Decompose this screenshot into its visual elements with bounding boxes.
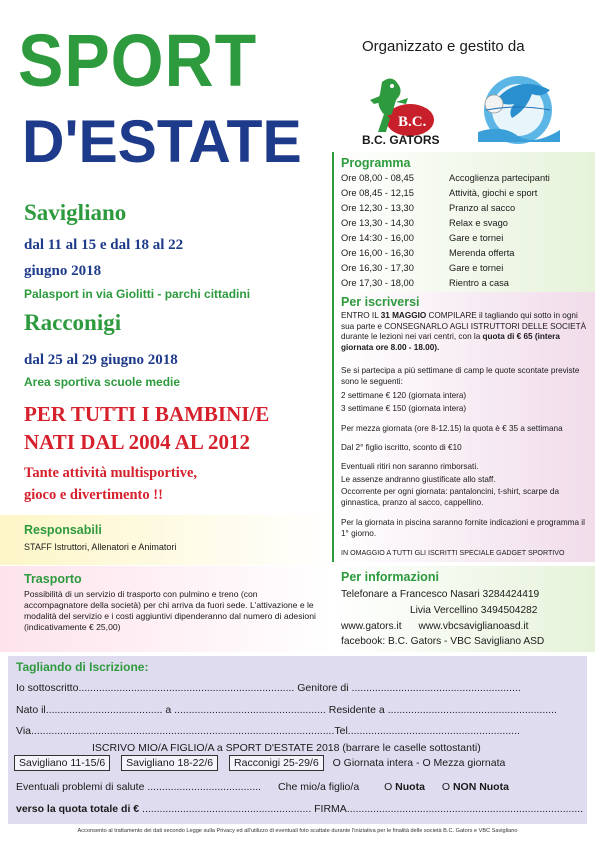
programma-desc: Accoglienza partecipanti <box>449 173 550 183</box>
iscrizione-paragraph-6: Dal 2° figlio iscritto, sconto di €10 <box>341 443 462 452</box>
iscrizione-paragraph-8: Le assenze andranno giustificate allo staff. <box>341 475 496 484</box>
option-racconigi[interactable]: Racconigi 25-29/6 <box>229 755 324 771</box>
racconigi-city: Racconigi <box>24 310 122 335</box>
coupon-heading: Tagliando di Iscrizione: <box>16 660 149 674</box>
informazioni-line-2: Livia Vercellino 3494504282 <box>410 605 538 616</box>
vbc-savigliano-logo <box>472 70 567 148</box>
programma-time: Ore 14:30 - 16,00 <box>341 233 414 243</box>
iscrizione-paragraph-7: Eventuali ritiri non saranno rimborsati. <box>341 462 479 471</box>
coupon-row-address <box>16 725 520 737</box>
programma-desc: Rientro a casa <box>449 278 509 288</box>
organizer-label: Organizzato e gestito da <box>362 38 525 55</box>
coupon-label-sottoscritto[interactable]: Io sottoscritto.......................................................................... Genitore di <box>16 682 349 694</box>
programma-time: Ore 12,30 - 13,30 <box>341 203 414 213</box>
programma-row <box>341 278 586 290</box>
genitore-di-field[interactable]: .......................................................... <box>351 682 521 694</box>
savigliano-city: Savigliano <box>24 200 127 225</box>
svg-text:B.C. GATORS: B.C. GATORS <box>362 133 440 147</box>
residente-field[interactable]: .......................................................... <box>387 704 557 716</box>
quota-label: verso la quota totale di € <box>16 803 143 815</box>
coupon-row-name <box>16 682 521 694</box>
programma-desc: Relax e svago <box>449 218 508 228</box>
informazioni-facebook: facebook: B.C. Gators - VBC Savigliano ASD <box>341 636 545 647</box>
savigliano-dates-2: giugno 2018 <box>24 263 102 279</box>
target-line-2: NATI DAL 2004 AL 2012 <box>24 430 250 454</box>
coupon-row-health <box>16 781 509 793</box>
programma-row <box>341 203 586 215</box>
iscrizione-paragraph-1 <box>341 311 589 353</box>
informazioni-line-1: Telefonare a Francesco Nasari 3284424419 <box>341 589 540 600</box>
programma-time: Ore 16,30 - 17,30 <box>341 263 414 273</box>
programma-desc: Gare e tornei <box>449 233 504 243</box>
iscrizione-heading: Per iscriversi <box>341 295 420 309</box>
iscrizione-paragraph-5: Per mezza giornata (ore 8-12.15) la quota è € 35 a settimana <box>341 424 563 433</box>
privacy-footnote: Acconsento al trattamento dei dati secondo Legge sulla Privacy ed all'utilizzo di eventuali foto scattate durante l'iniziativa per le finalità delle società B.C. Gators e VBC Savigliano <box>77 828 518 834</box>
title-sport: SPORT <box>18 19 258 102</box>
programma-desc: Merenda offerta <box>449 248 515 258</box>
racconigi-place: Area sportiva scuole medie <box>24 375 181 389</box>
iscrizione-p1-b: 31 MAGGIO <box>380 311 427 320</box>
programma-row <box>341 233 586 245</box>
non-nuota-radio[interactable]: O <box>441 781 453 793</box>
informazioni-websites: www.gators.it www.vbcsaviglianoasd.it <box>341 621 529 632</box>
option-savigliano-2[interactable]: Savigliano 18-22/6 <box>121 755 218 771</box>
trasporto-heading: Trasporto <box>24 572 82 586</box>
programma-row <box>341 188 586 200</box>
responsabili-text: STAFF Istruttori, Allenatori e Animatori <box>24 542 177 552</box>
programma-row <box>341 173 586 185</box>
coupon-options-row <box>14 757 505 769</box>
iscrizione-p1-a: ENTRO IL <box>341 311 381 320</box>
programma-desc: Attività, giochi e sport <box>449 188 538 198</box>
option-giornata[interactable]: O Giornata intera - O Mezza giornata <box>332 757 506 769</box>
programma-row <box>341 248 586 260</box>
coupon-row-birth <box>16 704 557 716</box>
savigliano-place: Palasport in via Giolitti - parchi cittadini <box>24 287 251 301</box>
programma-desc: Pranzo al sacco <box>449 203 516 213</box>
iscrizione-p1-c: COMPILARE il tagliando qui sotto in ogni sua parte e CONSEGNARLO AGLI ISTRUTTORI DELLE SOCIETÀ durante le lezioni nei vari centri, con la <box>341 311 587 342</box>
telefono-field[interactable]: .......................................................... <box>350 725 520 737</box>
nuota-label: Nuota <box>395 781 425 793</box>
svg-text:B.C.: B.C. <box>398 114 427 130</box>
iscrizione-paragraph-9: Occorrente per ogni giornata: pantaloncini, t-shirt, scarpe da ginnastica, pranzo al sacco, cappellino. <box>341 487 559 507</box>
iscrizione-paragraph-10: Per la giornata in piscina saranno fornite indicazioni e programma il 1° giorno. <box>341 518 585 538</box>
coupon-label-via[interactable]: Via........................................................................................................Tel. <box>16 725 351 737</box>
programma-time: Ore 16,00 - 16,30 <box>341 248 414 258</box>
programma-time: Ore 13,30 - 14,30 <box>341 218 414 228</box>
iscrizione-gadget-note: IN OMAGGIO A TUTTI GLI ISCRITTI SPECIALE GADGET SPORTIVO <box>341 549 565 557</box>
divider-line <box>332 152 334 562</box>
salute-field[interactable]: Eventuali problemi di salute ....................................... <box>16 781 262 793</box>
programma-time: Ore 08,00 - 08,45 <box>341 173 414 183</box>
activities-line-2: gioco e divertimento !! <box>24 487 163 503</box>
responsabili-heading: Responsabili <box>24 523 102 537</box>
gators-logo <box>352 74 452 148</box>
coupon-label-nato[interactable]: Nato il........................................ a .................................................... Residente a <box>16 704 385 716</box>
coupon-label-figlio: Che mio/a figlio/a <box>278 781 360 793</box>
trasporto-text: Possibilità di un servizio di trasporto con pulmino e treno (con accompagnatore della società) per chi arriva da fuori sede. L'attivazione e le modalità del servizio e i costi aggiuntivi dipenderanno dal numero di adesioni (indicativamente € 25,00) <box>24 589 316 632</box>
firma-field[interactable]: .......................................................... FIRMA................................................................................. <box>142 803 584 815</box>
iscrizione-p1-d: quota di € 65 (intera giornata ore 8.00 - 18.00). <box>341 332 560 352</box>
programma-time: Ore 08,45 - 12,15 <box>341 188 414 198</box>
informazioni-heading: Per informazioni <box>341 570 439 584</box>
iscrizione-paragraph-3: 2 settimane € 120 (giornata intera) <box>341 391 467 400</box>
title-estate: D'ESTATE <box>22 108 302 175</box>
racconigi-dates: dal 25 al 29 giugno 2018 <box>24 352 178 368</box>
activities-line-1: Tante attività multisportive, <box>24 465 198 481</box>
nuota-radio[interactable]: O <box>384 781 396 793</box>
coupon-row-payment <box>16 803 583 815</box>
non-nuota-label: NON Nuota <box>452 781 509 793</box>
coupon-enrol-statement: ISCRIVO MIO/A FIGLIO/A a SPORT D'ESTATE 2018 (barrare le caselle sottostanti) <box>92 742 481 754</box>
programma-time: Ore 17,30 - 18,00 <box>341 278 414 288</box>
iscrizione-paragraph-4: 3 settimane € 150 (giornata intera) <box>341 404 467 413</box>
programma-row <box>341 263 586 275</box>
target-line-1: PER TUTTI I BAMBINI/E <box>24 402 270 426</box>
option-savigliano-1[interactable]: Savigliano 11-15/6 <box>14 755 110 771</box>
savigliano-dates-1: dal 11 al 15 e dal 18 al 22 <box>24 237 184 253</box>
programma-heading: Programma <box>341 156 411 170</box>
iscrizione-paragraph-2: Se si partecipa a più settimane di camp le quote scontate previste sono le seguenti: <box>341 366 580 386</box>
programma-row <box>341 218 586 230</box>
programma-desc: Gare e tornei <box>449 263 504 273</box>
